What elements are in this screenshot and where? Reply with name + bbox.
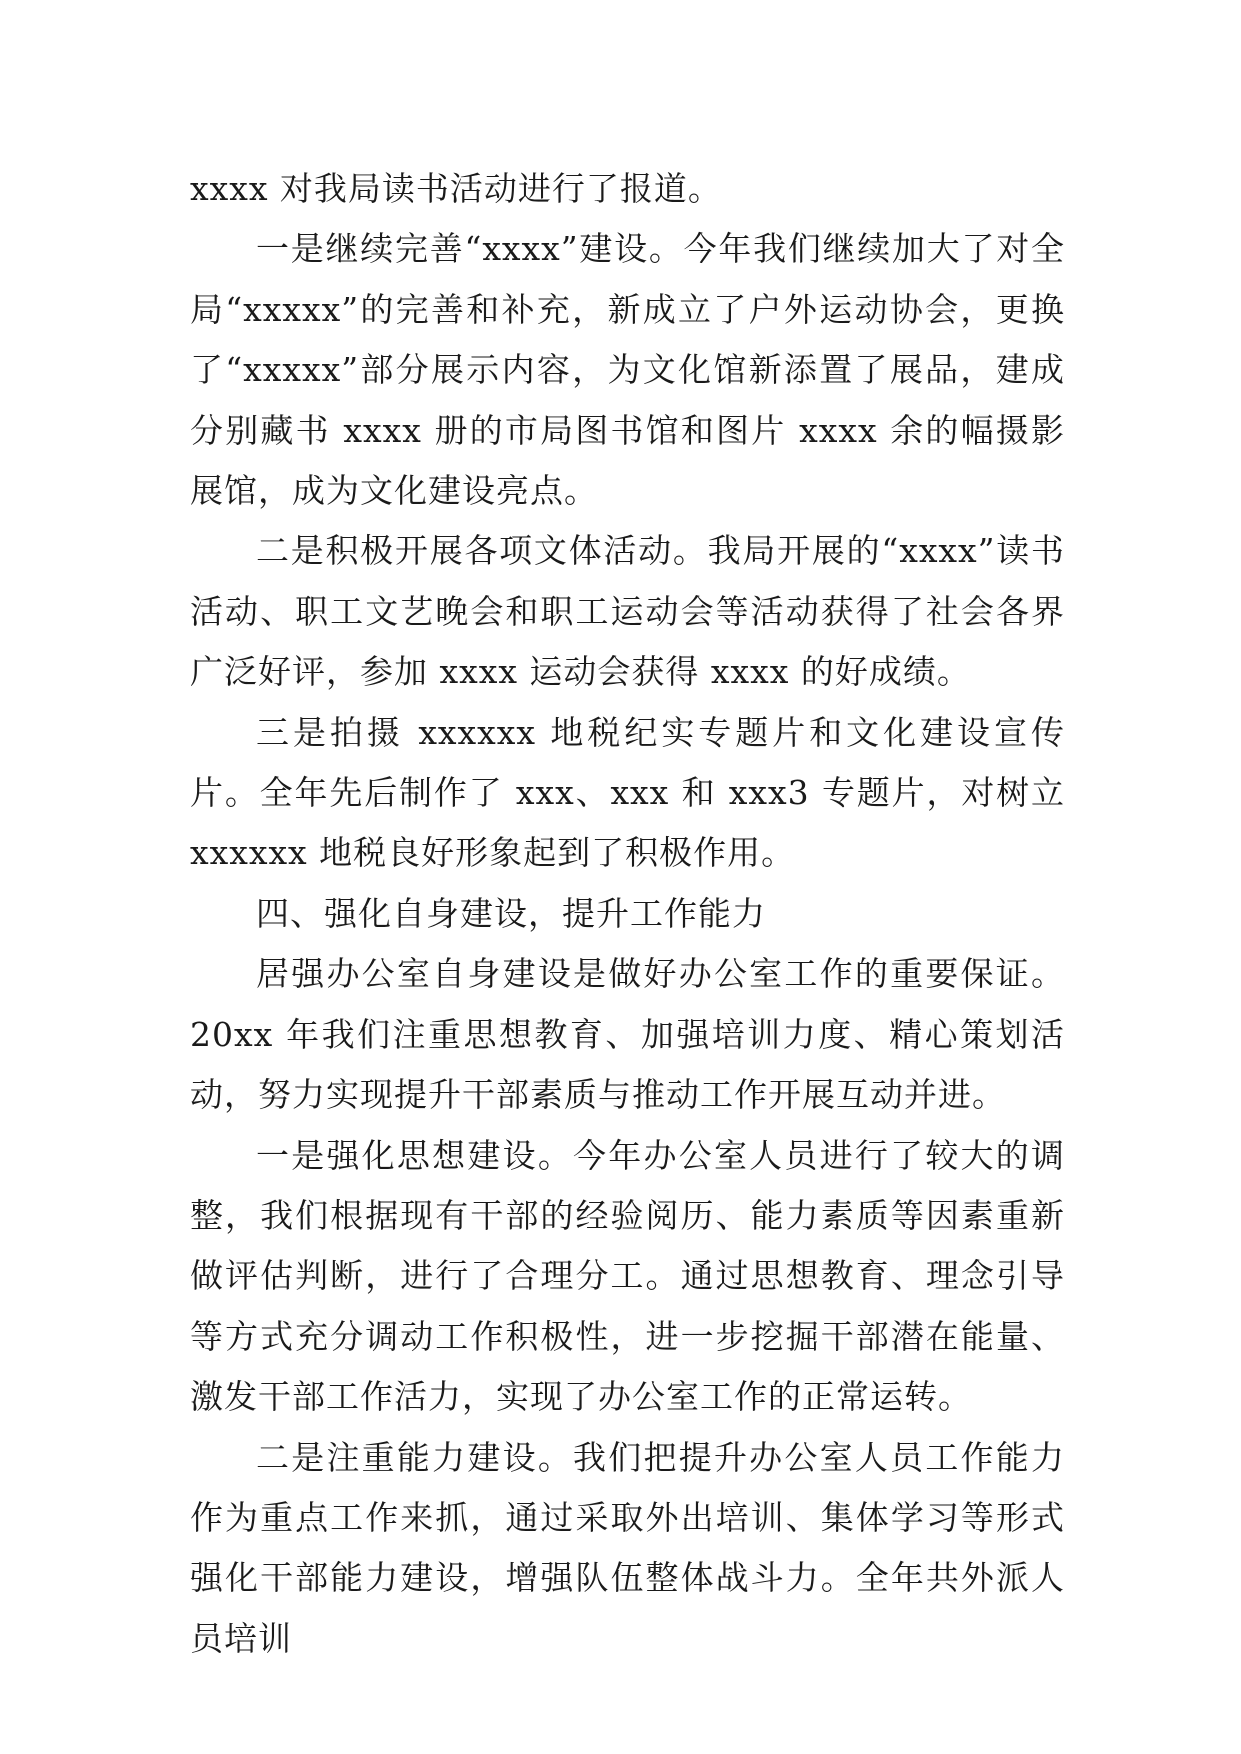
- section-heading-self-construction: 四、强化自身建设，提升工作能力: [256, 893, 766, 933]
- paragraph-report-continuation: xxxx 对我局读书活动进行了报道。: [190, 169, 722, 208]
- paragraph-culture-construction: 一是继续完善“xxxx”建设。今年我们继续加大了对全局“xxxxx”的完善和补充，新成立了户外运动协会，更换了“xxxxx”部分展示内容，为文化馆新添置了展品，建成分别藏书 xxxx 册的市局图书馆和图片 xxxx 余的幅摄影展馆，成为文化建设亮点。: [190, 229, 1065, 511]
- paragraph-office-construction: 居强办公室自身建设是做好办公室工作的重要保证。20xx 年我们注重思想教育、加强培训力度、精心策划活动，努力实现提升干部素质与推动工作开展互动并进。: [190, 954, 1065, 1115]
- paragraph-sports-activities: 二是积极开展各项文体活动。我局开展的“xxxx”读书活动、职工文艺晚会和职工运动会等活动获得了社会各界广泛好评，参加 xxxx 运动会获得 xxxx 的好成绩。: [190, 531, 1065, 692]
- document-body: [190, 159, 1065, 1669]
- paragraph-ideological-construction: 一是强化思想建设。今年办公室人员进行了较大的调整，我们根据现有干部的经验阅历、能力素质等因素重新做评估判断，进行了合理分工。通过思想教育、理念引导等方式充分调动工作积极性，进一步挖掘干部潜在能量、激发干部工作活力，实现了办公室工作的正常运转。: [190, 1135, 1065, 1417]
- paragraph-capacity-building: 二是注重能力建设。我们把提升办公室人员工作能力作为重点工作来抓，通过采取外出培训、集体学习等形式强化干部能力建设，增强队伍整体战斗力。全年共外派人员培训: [190, 1437, 1065, 1658]
- paragraph-documentary: 三是拍摄 xxxxxx 地税纪实专题片和文化建设宣传片。全年先后制作了 xxx、xxx 和 xxx3 专题片，对树立 xxxxxx 地税良好形象起到了积极作用。: [190, 712, 1065, 873]
